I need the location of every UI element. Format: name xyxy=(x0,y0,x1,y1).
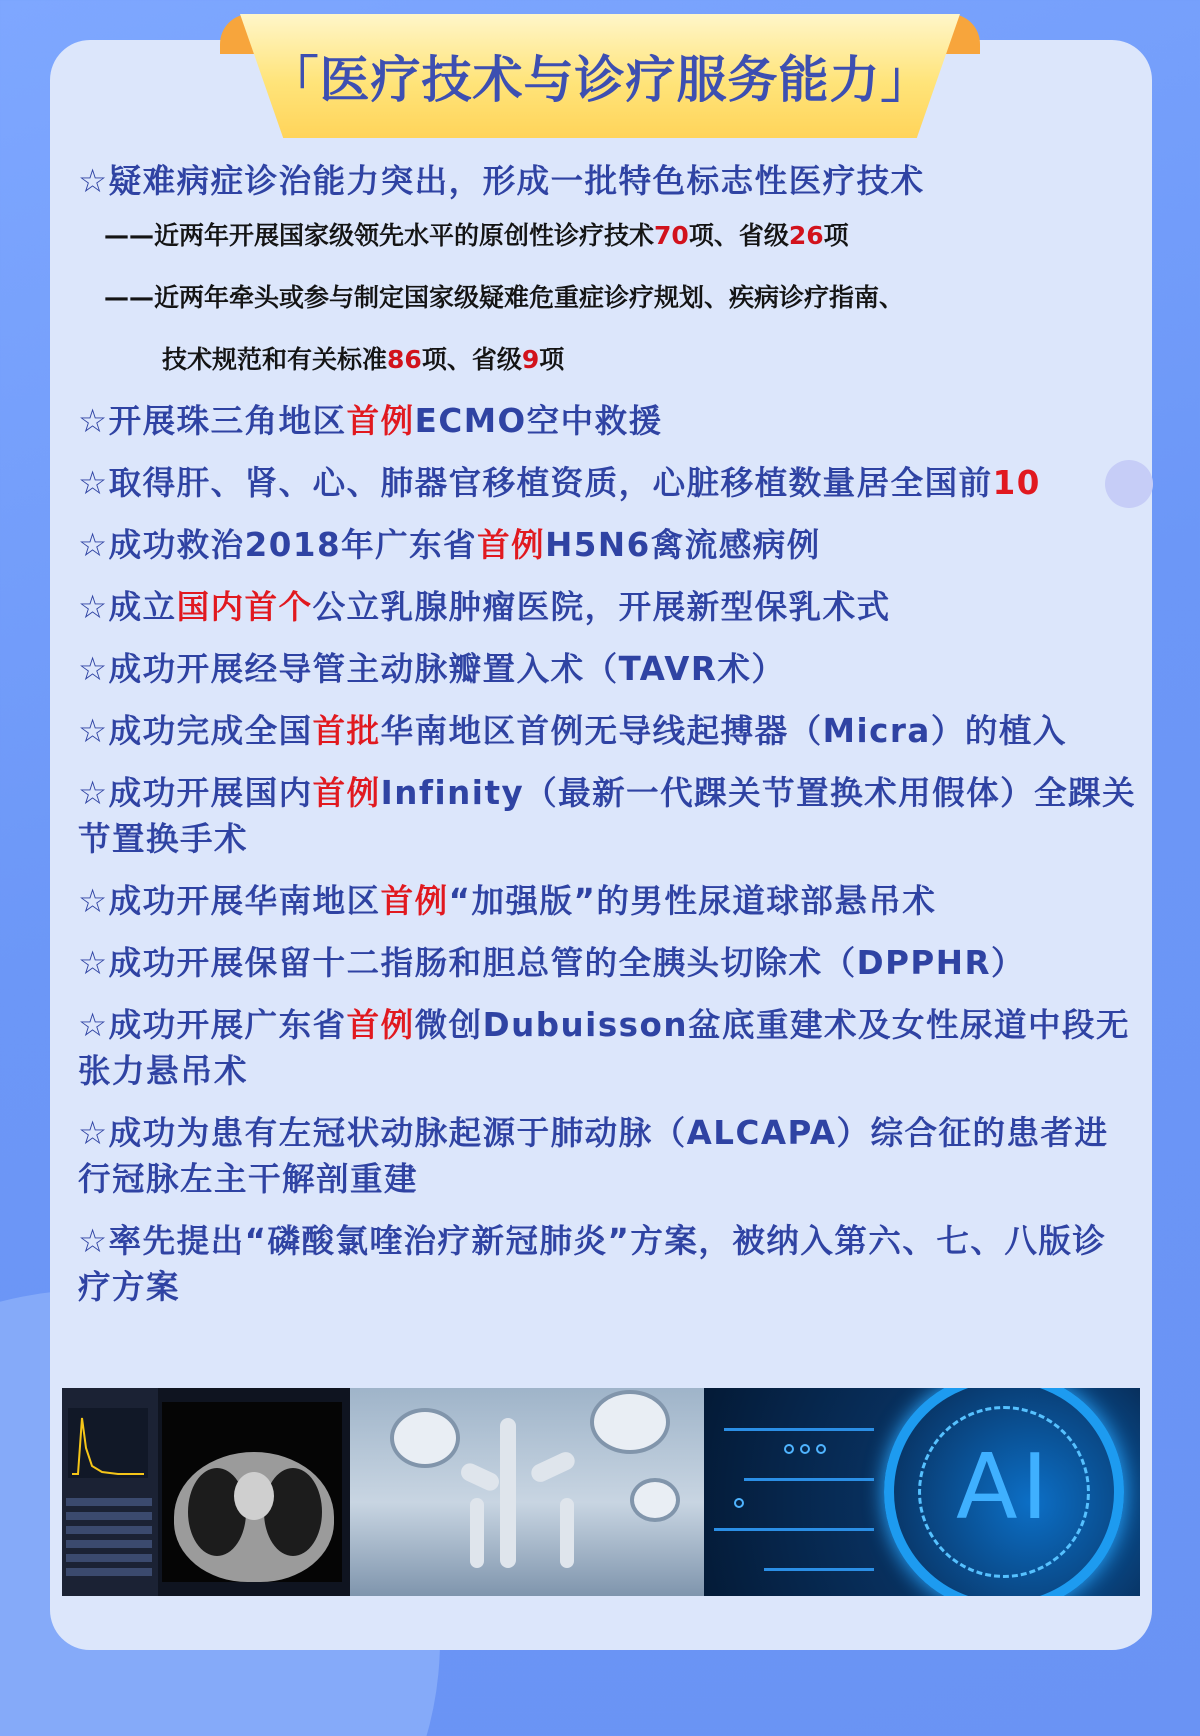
robot-arm xyxy=(528,1449,577,1485)
highlight-text: 首例 xyxy=(346,402,415,440)
item-text: 技术规范和有关标准 xyxy=(162,345,388,374)
ct-histogram xyxy=(68,1408,148,1478)
item-list xyxy=(78,158,1138,1310)
robot-arm xyxy=(500,1418,516,1568)
item-text: ECMO空中救援 xyxy=(414,402,663,440)
highlight-text: 70 xyxy=(654,221,689,250)
circuit-node xyxy=(800,1444,810,1454)
item-text: ☆成功救治2018年广东省 xyxy=(78,526,478,564)
robot-arm xyxy=(470,1498,484,1568)
item-text: Infinity（最新一代踝关节置换术用假体）全踝关节置换手术 xyxy=(78,774,1137,858)
sub-item-continued xyxy=(162,340,1138,380)
ai-image xyxy=(704,1388,1140,1596)
item-text: 微创Dubuisson盆底重建术及女性尿道中段无张力悬吊术 xyxy=(78,1006,1130,1090)
item-text: ☆取得肝、肾、心、肺器官移植资质，心脏移植数量居全国前 xyxy=(78,464,993,502)
item-heading xyxy=(78,770,1138,862)
surgical-lamp xyxy=(630,1478,680,1522)
highlight-text: 首例 xyxy=(346,1006,415,1044)
item-heading xyxy=(78,398,1138,444)
ct-heart xyxy=(234,1472,274,1520)
item-heading xyxy=(78,1110,1138,1202)
ct-result-list xyxy=(66,1498,152,1582)
item-text: ☆成功开展保留十二指肠和胆总管的全胰头切除术（DPPHR） xyxy=(78,944,1025,982)
ct-scan-image xyxy=(62,1388,350,1596)
circuit-line xyxy=(764,1568,874,1571)
item-text: ☆成功开展广东省 xyxy=(78,1006,347,1044)
item-heading xyxy=(78,1002,1138,1094)
item-text: ——近两年开展国家级领先水平的原创性诊疗技术 xyxy=(104,221,655,250)
ai-label: AI xyxy=(955,1435,1053,1540)
item-text: 项、省级 xyxy=(421,345,522,374)
item-heading xyxy=(78,646,1138,692)
robot-arm xyxy=(560,1498,574,1568)
robot-arm xyxy=(458,1460,502,1493)
item-text: 华南地区首例无导线起搏器（Micra）的植入 xyxy=(380,712,1067,750)
item-text: ☆成功完成全国 xyxy=(78,712,313,750)
item-heading xyxy=(78,584,1138,630)
surgical-lamp xyxy=(590,1390,670,1454)
item-heading xyxy=(78,878,1138,924)
item-text: ——近两年牵头或参与制定国家级疑难危重症诊疗规划、疾病诊疗指南、 xyxy=(104,283,905,312)
ct-right-lung xyxy=(264,1468,322,1556)
highlight-text: 26 xyxy=(788,221,824,250)
circuit-line xyxy=(744,1478,874,1481)
item-heading xyxy=(78,522,1138,568)
circuit-node xyxy=(784,1444,794,1454)
item-text: ☆成功开展华南地区 xyxy=(78,882,381,920)
item-text: 公立乳腺肿瘤医院，开展新型保乳术式 xyxy=(312,588,891,626)
item-text: “加强版”的男性尿道球部悬吊术 xyxy=(448,882,937,920)
highlight-text: 首例 xyxy=(477,526,546,564)
item-text: 项 xyxy=(823,221,849,250)
item-heading xyxy=(78,708,1138,754)
circuit-line xyxy=(724,1428,874,1431)
item-heading xyxy=(78,1218,1138,1310)
item-text: ☆疑难病症诊治能力突出，形成一批特色标志性医疗技术 xyxy=(78,162,925,200)
highlight-text: 国内首个 xyxy=(176,588,313,626)
item-text: ☆成立 xyxy=(78,588,177,626)
sub-item xyxy=(104,278,1138,318)
sub-item xyxy=(104,216,1138,256)
item-text: ☆成功开展国内 xyxy=(78,774,313,812)
highlight-text: 首例 xyxy=(380,882,449,920)
highlight-text: 9 xyxy=(521,345,540,374)
highlight-text: 10 xyxy=(992,464,1041,502)
page-title: 「医疗技术与诊疗服务能力」 xyxy=(268,51,932,109)
item-text: ☆开展珠三角地区 xyxy=(78,402,347,440)
item-heading xyxy=(78,460,1138,506)
item-text: H5N6禽流感病例 xyxy=(545,526,821,564)
circuit-node xyxy=(816,1444,826,1454)
image-strip xyxy=(62,1388,1140,1596)
item-text: ☆率先提出“磷酸氯喹治疗新冠肺炎”方案，被纳入第六、七、八版诊疗方案 xyxy=(78,1222,1107,1306)
highlight-text: 首批 xyxy=(312,712,381,750)
circuit-line xyxy=(714,1528,874,1531)
circuit-node xyxy=(734,1498,744,1508)
item-text: 项 xyxy=(539,345,565,374)
highlight-text: 首例 xyxy=(312,774,381,812)
item-text: ☆成功为患有左冠状动脉起源于肺动脉（ALCAPA）综合征的患者进行冠脉左主干解剖重建 xyxy=(78,1114,1109,1198)
surgical-robot-image xyxy=(350,1388,704,1596)
item-text: ☆成功开展经导管主动脉瓣置入术（TAVR术） xyxy=(78,650,786,688)
highlight-text: 86 xyxy=(387,345,422,374)
item-heading xyxy=(78,940,1138,986)
surgical-lamp xyxy=(390,1408,460,1468)
item-heading xyxy=(78,158,1138,204)
ct-side-panel xyxy=(62,1388,158,1596)
item-text: 项、省级 xyxy=(688,221,789,250)
